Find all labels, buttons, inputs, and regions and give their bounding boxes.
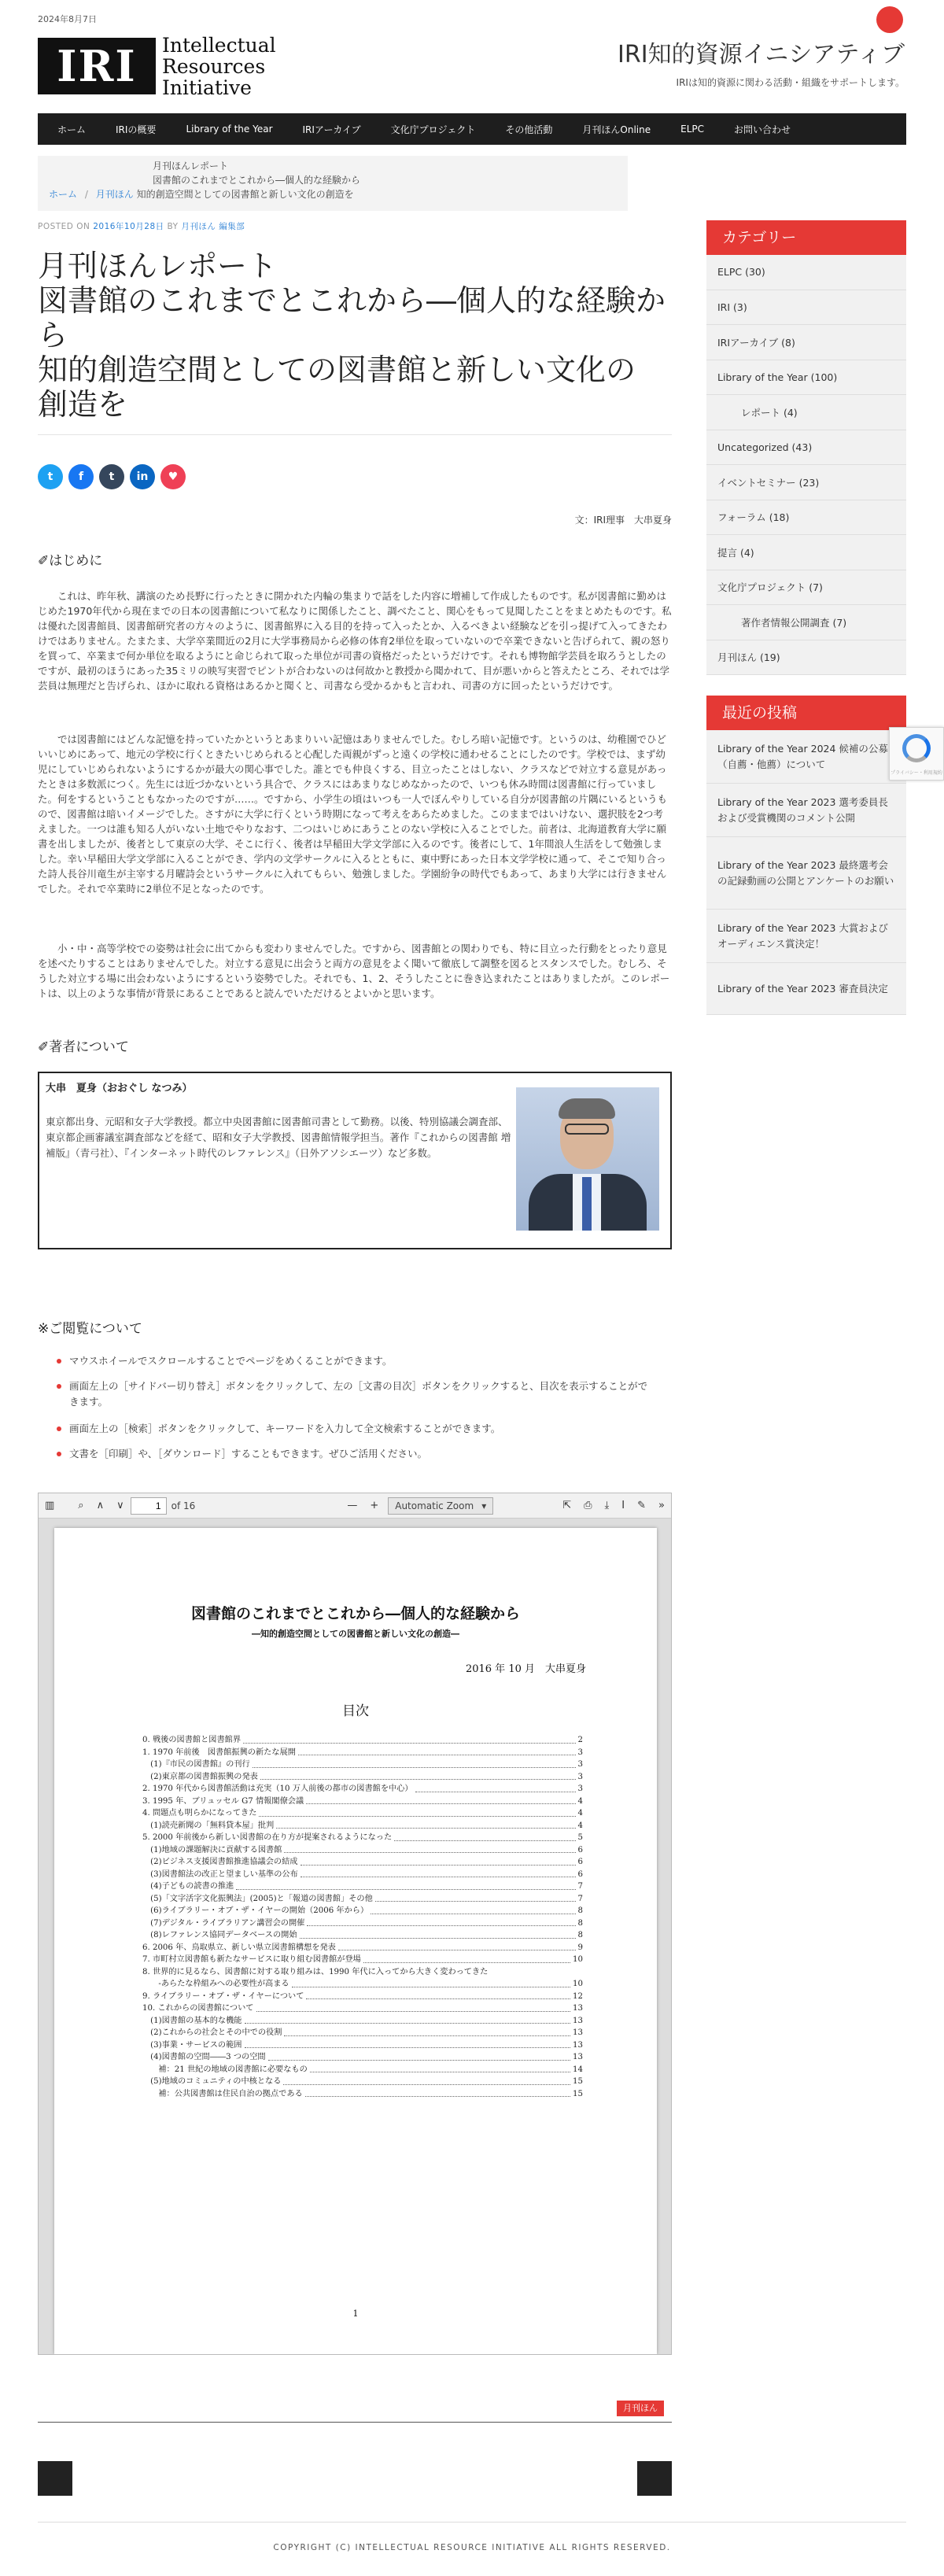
toc-leader bbox=[306, 1795, 575, 1805]
page-number-input[interactable] bbox=[131, 1497, 167, 1515]
sidebar-category-item[interactable]: 提言 (4) bbox=[706, 535, 906, 570]
toc-entry: 8. 世界的に見るなら、図書館に対する取り組みは、1990 年代に入ってから大きく変わってきた bbox=[142, 1967, 489, 1976]
toc-row bbox=[142, 1869, 583, 1881]
posted-on-label: POSTED ON bbox=[38, 222, 90, 231]
toc-page: 13 bbox=[573, 2028, 583, 2037]
breadcrumb-line1: 月刊ほんレポート bbox=[153, 161, 229, 172]
toc-row bbox=[142, 1832, 583, 1844]
breadcrumb-category-link[interactable]: 月刊ほん bbox=[95, 189, 134, 200]
sidebar-category-item[interactable]: レポート (4) bbox=[706, 395, 906, 430]
toc-leader bbox=[300, 1929, 576, 1939]
toc-page: 6 bbox=[577, 1869, 583, 1879]
sidebar-category-item[interactable]: イベントセミナー (23) bbox=[706, 465, 906, 500]
toc-page: 10 bbox=[573, 1980, 583, 1988]
toc-entry: (5)地域のコミュニティの中核となる bbox=[142, 2077, 282, 2086]
reading-notes-heading: ※ご閲覧について bbox=[38, 1321, 142, 1337]
doc-toc bbox=[142, 1734, 583, 2100]
post-title-line: 知的創造空間としての図書館と新しい文化の bbox=[38, 352, 636, 387]
toc-row bbox=[142, 1942, 583, 1954]
divider bbox=[38, 2422, 672, 2423]
logo-mark: IRI bbox=[38, 38, 156, 94]
pocket-share-icon[interactable]: ♥ bbox=[160, 464, 186, 489]
paragraph: これは、昨年秋、講演のため長野に行ったときに開かれた内輪の集まりで話をした内容に増補して作成したものです。私が図書館に勤めはじめた1970年代から現在までの日本の図書館について私なりに関係したこと、調べたこと、関心をもって見聞したことをまとめたものです。私は優れた図書館員、図書館研究者の方々のように、図書館界に入る目的を持って入ったとか、入るべきよい経験などを引っ提げて入ってきたわけではありません。たまたま、大学卒業間近の2月に大学事務局から必修の体育2単位を取っていないので卒業できないと告げられて、親の怒りを買って、卒業まで何か単位を取るようにと命じられて取った単位が司書の資格だったというだけです。それも博物館学芸員を取ろうとしたのですが、最初のほうにあった35ミリの映写実習でピントが合わないのは何故かと教授から聞かれて、目が悪いからと答えたところ、それでは学芸員は無理だと告げられ、ほかに取れる資格はあるかと聞くと、司書なら受かるかもと言われ、司書の方に回ったというだけです。 bbox=[38, 590, 672, 692]
toc-leader bbox=[371, 1905, 575, 1914]
post-date-link[interactable]: 2016年10月28日 bbox=[93, 222, 164, 231]
sidebar-recent-post[interactable]: Library of the Year 2023 審査員決定 bbox=[706, 963, 906, 1015]
toc-page: 3 bbox=[577, 1772, 583, 1781]
toc-row bbox=[142, 1929, 583, 1942]
author-box bbox=[38, 1072, 672, 1249]
toc-page: 15 bbox=[573, 2089, 583, 2098]
toc-row bbox=[142, 2064, 583, 2076]
toc-row bbox=[142, 2076, 583, 2088]
toc-row bbox=[142, 1844, 583, 1857]
toc-page: 13 bbox=[573, 2004, 583, 2013]
zoom-value: Automatic Zoom bbox=[395, 1500, 474, 1511]
pdf-page bbox=[54, 1528, 657, 2354]
toc-row bbox=[142, 2027, 583, 2039]
toc-row bbox=[142, 2002, 583, 2015]
toc-entry: 0. 戦後の図書館と図書館界 bbox=[142, 1736, 242, 1744]
sidebar-category-item[interactable]: IRI (3) bbox=[706, 290, 906, 326]
toc-leader bbox=[301, 1869, 576, 1878]
toc-page: 13 bbox=[573, 2040, 583, 2050]
more-tools-icon[interactable]: » bbox=[658, 1500, 665, 1511]
section-heading-author bbox=[38, 1035, 129, 1055]
site-title[interactable]: IRI知的資源イニシアティブ bbox=[618, 41, 905, 68]
nav-item-library-of-the-year[interactable]: Library of the Year bbox=[186, 124, 273, 135]
toc-row bbox=[142, 1747, 583, 1759]
note-item bbox=[57, 1446, 655, 1462]
pencil-icon: ✐ bbox=[38, 1039, 50, 1055]
post-meta bbox=[38, 220, 245, 232]
toc-leader bbox=[283, 2076, 570, 2085]
sidebar-categories bbox=[706, 255, 906, 675]
toc-entry: (1)読売新聞の「無料貸本屋」批判 bbox=[142, 1821, 275, 1830]
recaptcha-icon bbox=[902, 734, 931, 762]
sidebar-recent-post[interactable]: Library of the Year 2023 選考委員長および受賞機関のコメント公開 bbox=[706, 784, 906, 837]
sidebar-category-item[interactable]: フォーラム (18) bbox=[706, 500, 906, 536]
toc-page: 12 bbox=[573, 1991, 583, 2001]
nav-item-elpc[interactable]: ELPC bbox=[680, 124, 705, 135]
download-icon[interactable]: ⤓ bbox=[604, 1500, 610, 1511]
photo-glasses bbox=[565, 1124, 609, 1135]
toc-page: 8 bbox=[577, 1906, 583, 1915]
sidebar-category-item[interactable]: Library of the Year (100) bbox=[706, 360, 906, 396]
select-arrow-icon: ▾ bbox=[481, 1500, 487, 1511]
toc-entry: (5)「文字活字文化振興法」(2005)と「報道の図書館」その他 bbox=[142, 1894, 373, 1903]
toc-entry: 10. これからの図書館について bbox=[142, 2004, 254, 2013]
toc-entry: 補：21 世紀の地域の図書館に必要なもの bbox=[142, 2065, 308, 2074]
linkedin-share-icon[interactable]: in bbox=[130, 464, 155, 489]
photo-hair bbox=[559, 1098, 615, 1119]
toc-row bbox=[142, 1856, 583, 1869]
post-title-line: 月刊ほんレポート bbox=[38, 249, 278, 283]
pdf-viewer[interactable] bbox=[38, 1493, 672, 2355]
breadcrumb-trail bbox=[49, 187, 354, 201]
toc-row bbox=[142, 2088, 583, 2101]
site-logo[interactable] bbox=[38, 35, 289, 98]
author-photo bbox=[516, 1087, 659, 1231]
toc-page: 13 bbox=[573, 2016, 583, 2025]
zoom-out-icon[interactable]: — bbox=[347, 1500, 358, 1511]
toc-page: 6 bbox=[577, 1858, 583, 1866]
toc-row bbox=[142, 1820, 583, 1832]
post-title bbox=[38, 249, 675, 422]
toc-entry: -あらたな枠組みへの必要性が高まる bbox=[142, 1980, 289, 1988]
category-tag[interactable]: 月刊ほん bbox=[617, 2401, 664, 2416]
recaptcha-badge[interactable] bbox=[889, 727, 944, 781]
logo-words bbox=[162, 35, 276, 98]
toc-leader bbox=[394, 1832, 575, 1841]
toc-leader bbox=[259, 1807, 575, 1817]
toc-entry: (6)ライブラリー・オブ・ザ・イヤーの開始（2006 年から） bbox=[142, 1906, 369, 1915]
toc-leader bbox=[256, 2002, 571, 2012]
paragraph: 小・中・高等学校での姿勢は社会に出てからも変わりませんでした。ですから、図書館との関わりでも、特に目立った行動をとったり意見を述べたりすることはありませんでした。対立する意見に出会うと両方の意見をよく聞いて徹底して調整を図るとスタンスでした。むしろ、そうした対立する場に出会わないようにするという姿勢でした。それでも、1、2、そうしたことに巻き込まれたことはありましたが。このレポートは、以上のような事情が背景にあることであると読んでいただけるとよいかと思います。 bbox=[38, 943, 670, 999]
toc-entry: (2)これからの社会とその中での役割 bbox=[142, 2028, 282, 2037]
breadcrumb-line2: 図書館のこれまでとこれから―個人的な経験から bbox=[153, 175, 361, 186]
doc-subtitle: ―知的創造空間としての図書館と新しい文化の創造― bbox=[252, 1629, 459, 1639]
sidebar-recent-post[interactable]: Library of the Year 2024 候補の公募（自薦・他薦）について bbox=[706, 730, 906, 784]
note-item bbox=[57, 1353, 655, 1369]
toc-page: 10 bbox=[573, 1955, 583, 1964]
sidebar-recent-title: 最近の投稿 bbox=[706, 696, 906, 730]
nav-item-about[interactable]: IRIの概要 bbox=[116, 124, 157, 135]
toc-entry: (1)『市民の図書館』の刊行 bbox=[142, 1760, 250, 1769]
breadcrumb-current: 知的創造空間としての図書館と新しい文化の創造を bbox=[136, 189, 354, 200]
sidebar-recent-post[interactable]: Library of the Year 2023 最終選考会の記録動画の公開とアンケートのお願い bbox=[706, 837, 906, 910]
doc-toc-title: 目次 bbox=[342, 1703, 369, 1719]
sidebar-category-item[interactable]: 月刊ほん (19) bbox=[706, 640, 906, 676]
toc-page: 8 bbox=[577, 1931, 583, 1939]
toc-leader bbox=[375, 1893, 576, 1902]
toc-row bbox=[142, 2051, 583, 2064]
toc-row bbox=[142, 1905, 583, 1917]
toc-entry: 9. ライブラリー・オブ・ザ・イヤーについて bbox=[142, 1991, 304, 2001]
red-circle-icon[interactable] bbox=[876, 6, 903, 33]
paragraph: では図書館にはどんな記憶を持っていたかというとあまりいい記憶はありませんでした。むしろ暗い記憶です。というのは、幼稚園でひどいいじめにあって、地元の学校に行くときたいじめられると心配した両親がずっと遠くの学校に通わせることにしたのです。学校では、まず幼児にしていじめられないようにするかが最大の関心事でした。誰とでも仲良くする、目立ったことはしない、クラスなどで対立する意見があったときは多数派につく。先生には近づかないという具合で、クラスにはあまりなじめなかったので、いつも休み時間は図書館に行っていました。何をするということもなかったのですが……。ですから、小学生の頃はいつも一人でぼんやりしている自分が図書館の片隅にいるというもので、図書館は暗いイメージでした。さすがに大学に行くという時期になって考えをあらためました。このままではいけない、選択肢を2つ考えました。一つは誰も知る人がいない土地でやりなおす、二つはいじめにあうことのない学校に入ることでした。前者は、北海道教育大学に願書を出しましたが、後者として東京の大学、そこに行く、後者は早稲田大学文学部に入るのです。後者にして、1年間浪人生活をして勉強しました。幸い早稲田大学文学部に入ることができ、学内の文学サークルに入るとともに、東中野にあった日本文学学校に通って、そこで知り合った詩人長谷川竜生が主宰する月曜詩会というサークルに入れてもらい、勉強しました。学園紛争の時代でもあって、あまり大学には行きませんでした。それで卒業時に2単位不足となったのです。 bbox=[38, 733, 668, 895]
toc-entry: 1. 1970 年前後 図書館振興の新たな展開 bbox=[142, 1747, 296, 1757]
text-select-icon[interactable]: I bbox=[621, 1500, 625, 1511]
logo-word: Initiative bbox=[162, 76, 252, 99]
toc-leader bbox=[306, 1991, 570, 2000]
note-text: 文書を［印刷］や、［ダウンロード］することもできます。ぜひご活用ください。 bbox=[69, 1448, 428, 1460]
toc-page: 8 bbox=[577, 1918, 583, 1928]
zoom-select[interactable] bbox=[388, 1497, 493, 1515]
toc-row bbox=[142, 1880, 583, 1893]
pdf-toolbar bbox=[39, 1493, 671, 1519]
toc-page: 4 bbox=[577, 1809, 583, 1818]
nav-item-home[interactable]: ホーム bbox=[57, 124, 87, 135]
toc-leader bbox=[236, 1880, 575, 1890]
author-bio: 東京都出身、元昭和女子大学教授。都立中央図書館に図書館司書として勤務。以後、特別協議会調査部、東京都企画審議室調査部などを経て、昭和女子大学教授、図書館情報学担当。著作『これからの図書館 増補版』（青弓社）、『インターネット時代のレファレンス』（日外アソシエーツ）など多数。 bbox=[46, 1116, 511, 1159]
photo-tie bbox=[582, 1177, 592, 1231]
toc-entry: (1)地域の課題解決に貢献する図書館 bbox=[142, 1845, 282, 1854]
toc-row bbox=[142, 1759, 583, 1771]
sidebar-categories-title: カテゴリー bbox=[706, 220, 906, 255]
toc-leader bbox=[292, 1978, 570, 1987]
note-text: 画面左上の［検索］ボタンをクリックして、キーワードを入力して全文検索することができます。 bbox=[69, 1423, 501, 1434]
sidebar-category-item[interactable]: ELPC (30) bbox=[706, 255, 906, 290]
sidebar-recent-post[interactable]: Library of the Year 2023 大賞およびオーディエンス賞決定！ bbox=[706, 910, 906, 963]
toc-row bbox=[142, 1783, 583, 1795]
post-title-line: 図書館のこれまでとこれから―個人的な経験から bbox=[38, 283, 666, 352]
toc-row bbox=[142, 1966, 583, 1979]
toc-page: 4 bbox=[577, 1796, 583, 1806]
toc-page: 3 bbox=[577, 1747, 583, 1757]
header-date: 2024年8月7日 bbox=[38, 14, 97, 24]
nav-item-archive[interactable]: IRIアーカイブ bbox=[302, 124, 361, 135]
sidebar-category-item[interactable]: 文化庁プロジェクト (7) bbox=[706, 570, 906, 606]
toc-row bbox=[142, 1771, 583, 1784]
twitter-share-icon[interactable]: t bbox=[38, 464, 63, 489]
copyright: COPYRIGHT (C) INTELLECTUAL RESOURCE INITIATIVE ALL RIGHTS RESERVED. bbox=[273, 2543, 671, 2552]
toc-row bbox=[142, 1795, 583, 1808]
logo-word: Resources bbox=[162, 54, 266, 78]
toc-entry: (4)子どもの読書の推進 bbox=[142, 1882, 234, 1891]
toc-leader bbox=[260, 1771, 576, 1781]
section-heading-intro bbox=[38, 549, 102, 569]
chevron-up-icon[interactable]: ∧ bbox=[96, 1500, 105, 1511]
note-item bbox=[57, 1378, 655, 1410]
toc-row bbox=[142, 1807, 583, 1820]
recaptcha-text: プライバシー・利用規約 bbox=[891, 770, 942, 776]
post-title-line: 創造を bbox=[38, 387, 128, 422]
sidebar-recent-posts bbox=[706, 730, 906, 1015]
page-total: of 16 bbox=[171, 1500, 196, 1511]
toc-leader bbox=[338, 1942, 576, 1951]
toc-entry: 2. 1970 年代から図書館活動は充実（10 万人前後の都市の図書館を中心） bbox=[142, 1784, 413, 1793]
toc-leader bbox=[298, 1747, 576, 1756]
toc-entry: 7. 市町村立図書館も新たなサービスに取り組む図書館が登場 bbox=[142, 1955, 361, 1964]
toc-entry: (3)事業・サービスの範囲 bbox=[142, 2040, 242, 2050]
toc-row bbox=[142, 1893, 583, 1906]
note-item bbox=[57, 1421, 655, 1437]
toc-leader bbox=[243, 1734, 575, 1744]
toc-entry: 6. 2006 年、鳥取県立、新しい県立図書館構想を発表 bbox=[142, 1943, 336, 1952]
toc-entry: 5. 2000 年前後から新しい図書館の在り方が提案されるようになった bbox=[142, 1833, 393, 1842]
prev-post-button[interactable] bbox=[38, 2461, 72, 2496]
toc-leader bbox=[305, 2088, 570, 2098]
toc-page: 6 bbox=[577, 1845, 583, 1854]
toc-leader bbox=[284, 2027, 570, 2036]
toc-leader bbox=[245, 2015, 571, 2024]
toc-entry: (7)デジタル・ライブラリアン講習会の開催 bbox=[142, 1918, 305, 1928]
toc-entry: 3. 1995 年、ブリュッセル G7 情報閣僚会議 bbox=[142, 1796, 304, 1806]
toc-entry: (3)図書館法の改正と望ましい基準の公布 bbox=[142, 1869, 298, 1879]
bullet-icon bbox=[57, 1359, 61, 1364]
section-heading-text: 著者について bbox=[49, 1039, 129, 1055]
next-post-button[interactable] bbox=[637, 2461, 672, 2496]
toc-entry: (4)図書館の空間――3 つの空間 bbox=[142, 2053, 266, 2061]
nav-item-hon-online[interactable]: 月刊ほんOnline bbox=[582, 124, 651, 135]
open-file-icon[interactable]: ⇱ bbox=[562, 1500, 572, 1511]
chevron-down-icon[interactable]: ∨ bbox=[116, 1500, 124, 1511]
toc-page: 15 bbox=[573, 2077, 583, 2086]
toc-page: 14 bbox=[573, 2065, 583, 2074]
sidebar-category-item[interactable]: Uncategorized (43) bbox=[706, 430, 906, 466]
site-tagline: IRIは知的資源に関わる活動・組織をサポートします。 bbox=[676, 77, 905, 88]
breadcrumb-home-link[interactable]: ホーム bbox=[49, 189, 78, 200]
nav-item-contact[interactable]: お問い合わせ bbox=[734, 124, 791, 135]
toc-page: 3 bbox=[577, 1760, 583, 1769]
toc-leader bbox=[245, 2039, 571, 2049]
doc-page-number: 1 bbox=[352, 2308, 359, 2319]
toc-leader bbox=[268, 2051, 570, 2061]
doc-date: 2016 年 10 月 大串夏身 bbox=[465, 1663, 586, 1675]
pencil-icon: ✐ bbox=[38, 553, 50, 569]
zoom-in-icon[interactable]: + bbox=[370, 1500, 379, 1511]
doc-title: 図書館のこれまでとこれから―個人的な経験から bbox=[190, 1605, 520, 1622]
toc-leader bbox=[415, 1783, 576, 1792]
toc-page: 4 bbox=[577, 1821, 583, 1830]
toc-entry: (2)ビジネス支援図書館推進協議会の結成 bbox=[142, 1858, 298, 1866]
toc-entry: (8)レファレンス協同データベースの開始 bbox=[142, 1931, 297, 1939]
note-text: 画面左上の［サイドバー切り替え］ボタンをクリックして、左の［文書の目次］ボタンをクリックすると、目次を表示することができます。 bbox=[69, 1380, 648, 1408]
toc-row bbox=[142, 1954, 583, 1966]
author-name: 大串 夏身（おおぐし なつみ） bbox=[46, 1083, 193, 1094]
toc-leader bbox=[307, 1917, 575, 1927]
print-icon[interactable]: ⎙ bbox=[584, 1500, 592, 1511]
toc-leader bbox=[284, 1844, 575, 1854]
toc-leader bbox=[310, 2064, 570, 2073]
search-icon[interactable]: ⌕ bbox=[78, 1500, 84, 1511]
divider bbox=[38, 434, 672, 435]
byline: 文：IRI理事 大串夏身 bbox=[574, 515, 672, 526]
bullet-icon bbox=[57, 1426, 61, 1431]
nav-item-bunkacho[interactable]: 文化庁プロジェクト bbox=[390, 124, 476, 135]
sidebar-category-item[interactable]: 著作者情報公開調査 (7) bbox=[706, 605, 906, 640]
toc-row bbox=[142, 2015, 583, 2028]
by-label: BY bbox=[167, 222, 179, 231]
toc-leader bbox=[363, 1954, 570, 1963]
toc-row bbox=[142, 1917, 583, 1930]
toc-page: 2 bbox=[577, 1736, 583, 1744]
bullet-icon bbox=[57, 1452, 61, 1456]
toc-entry: 4. 問題点も明らかになってきた bbox=[142, 1809, 257, 1818]
sidebar-toggle-icon[interactable]: ▥ bbox=[45, 1500, 55, 1511]
toc-row bbox=[142, 1978, 583, 1991]
post-author-link[interactable]: 月刊ほん 編集部 bbox=[181, 222, 245, 231]
facebook-share-icon[interactable]: f bbox=[68, 464, 94, 489]
sidebar-category-item[interactable]: IRIアーカイブ (8) bbox=[706, 325, 906, 360]
toc-leader bbox=[301, 1856, 576, 1866]
toc-leader bbox=[276, 1820, 575, 1829]
note-text: マウスホイールでスクロールすることでページをめくることができます。 bbox=[69, 1355, 393, 1367]
breadcrumb-separator: / bbox=[84, 189, 88, 200]
logo-word: Intellectual bbox=[162, 33, 276, 57]
section-heading-text: はじめに bbox=[49, 553, 103, 569]
breadcrumb bbox=[38, 156, 628, 211]
toc-page: 13 bbox=[573, 2053, 583, 2061]
toc-entry: (1)図書館の基本的な機能 bbox=[142, 2016, 242, 2025]
draw-icon[interactable]: ✎ bbox=[637, 1500, 647, 1511]
toc-row bbox=[142, 2039, 583, 2052]
toc-page: 7 bbox=[577, 1882, 583, 1891]
toc-page: 9 bbox=[577, 1943, 583, 1952]
toc-row bbox=[142, 1991, 583, 2003]
bullet-icon bbox=[57, 1384, 61, 1389]
toc-leader bbox=[253, 1759, 576, 1768]
toc-page: 5 bbox=[577, 1833, 583, 1842]
toc-entry: (2)東京都の図書館振興の発表 bbox=[142, 1772, 258, 1781]
toc-page: 3 bbox=[577, 1784, 583, 1793]
nav-item-other[interactable]: その他活動 bbox=[505, 124, 553, 135]
main-nav bbox=[38, 113, 906, 145]
toc-page: 7 bbox=[577, 1894, 583, 1903]
toc-row bbox=[142, 1734, 583, 1747]
tumblr-share-icon[interactable]: t bbox=[99, 464, 124, 489]
toc-entry: 補：公共図書館は住民自治の拠点である bbox=[142, 2089, 303, 2098]
